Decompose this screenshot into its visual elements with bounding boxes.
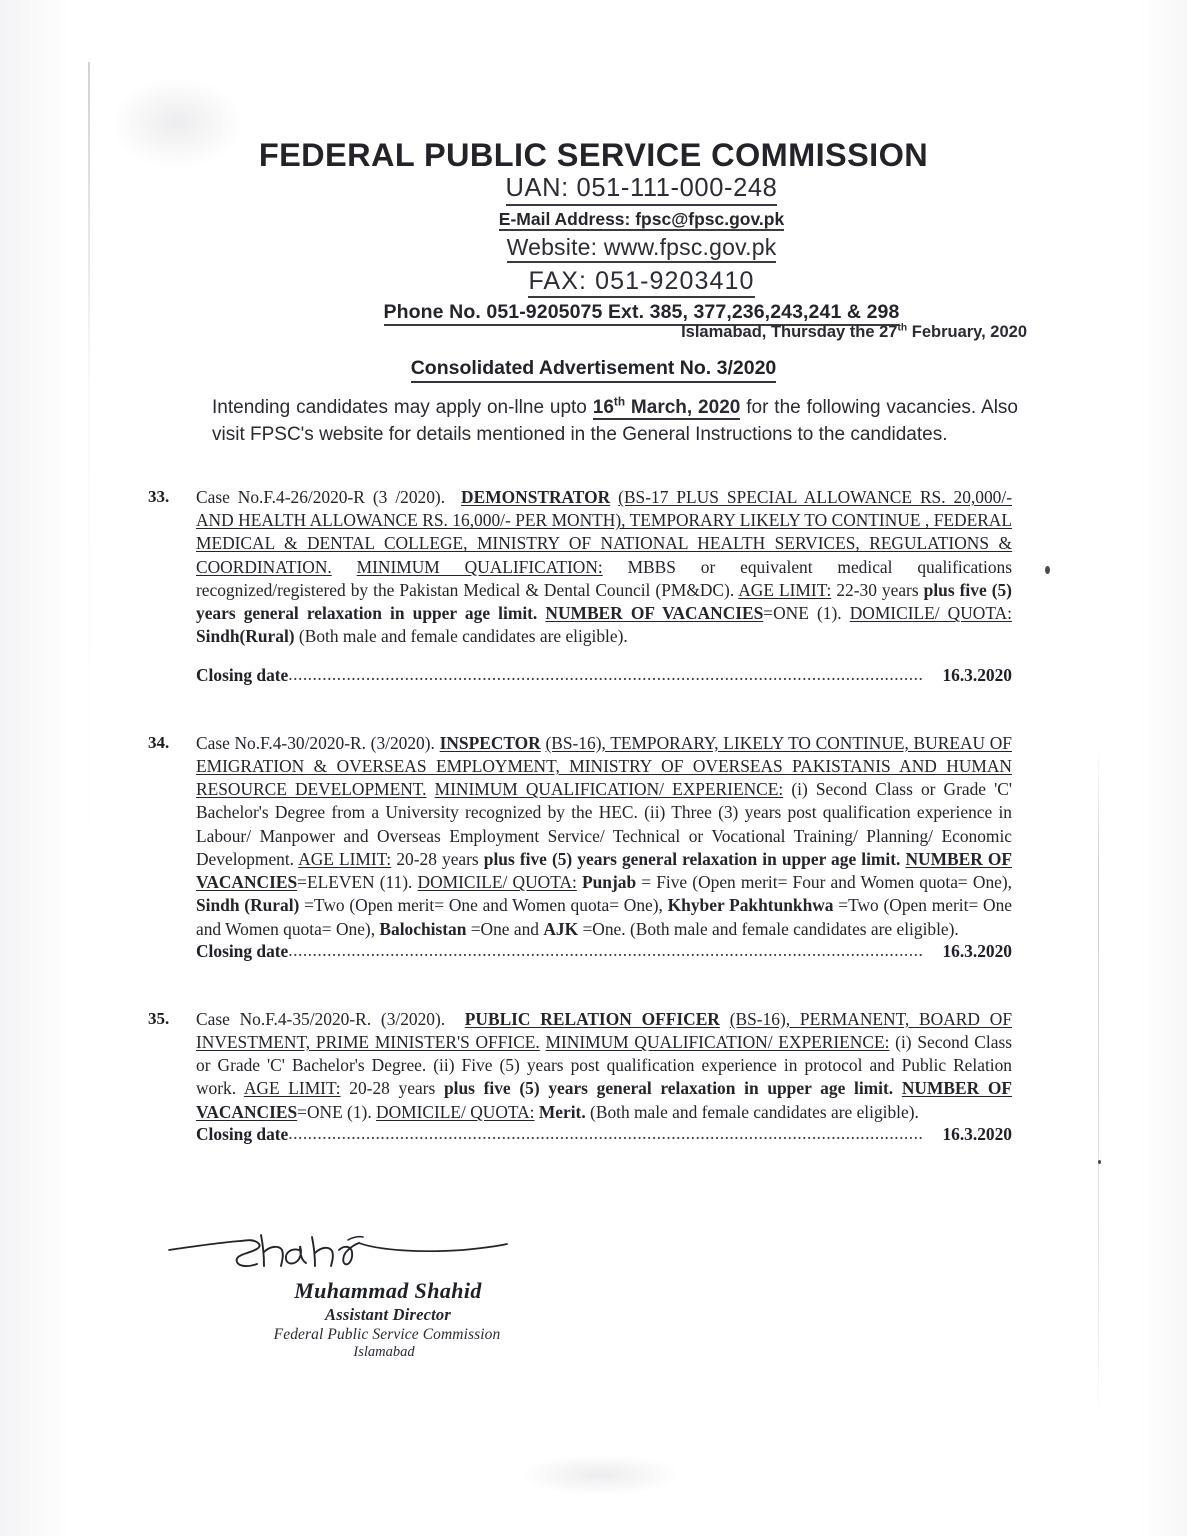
- case-number: Case No.F.4-26/2020-R (3 /2020).: [196, 487, 446, 507]
- leader-dots: ...................................................................................................................................: [288, 939, 924, 960]
- email-line: [96, 209, 1187, 231]
- case-number: Case No.F.4-35/2020-R. (3/2020).: [196, 1008, 446, 1029]
- age-limit-text: 20-28 years: [391, 848, 484, 869]
- organization-title: FEDERAL PUBLIC SERVICE COMMISSION: [258, 137, 929, 173]
- age-limit-label: AGE LIMIT:: [298, 848, 392, 869]
- application-deadline: [593, 397, 741, 420]
- spacer: [0, 686, 1187, 732]
- age-limit-text: 22-30 years: [831, 579, 924, 600]
- fax-line: [96, 267, 1187, 298]
- qualification-text: (i) Second Class or Grade 'C' Bachelor's Degree from a University recognized by the HEC. (ii) Three (3) years post qualification experience in Labour/ Manpower and Overseas Employment Service/ Technical or Vocational Training/ Planning/ Economic Development.: [196, 779, 1013, 869]
- closing-date-value: 16.3.2020: [942, 940, 1012, 961]
- leader-dots: ...................................................................................................................................: [288, 1122, 924, 1143]
- signatory-organization: Federal Public Service Commission: [273, 1326, 501, 1343]
- domicile-note: (Both male and female candidates are eligible).: [585, 1101, 919, 1122]
- entry-number: 35.: [148, 1008, 170, 1028]
- post-details: (BS-16), PERMANENT, BOARD OF INVESTMENT, PRIME MINISTER'S OFFICE.: [196, 1008, 1012, 1052]
- intro-part2: for the following vacancies. Also visit FPSC's website for details mentioned in the General Instructions to the candidates.: [212, 397, 1018, 445]
- closing-date-value: 16.3.2020: [942, 1123, 1012, 1144]
- quota-detail: = Five (Open merit= Four and Women quota= One),: [636, 872, 1012, 893]
- case-number: Case No.F.4-30/2020-R. (3/2020).: [196, 732, 435, 753]
- dateline-suffix: February, 2020: [907, 323, 1027, 341]
- domicile-note: (Both male and female candidates are eligible).: [625, 918, 959, 939]
- age-relaxation: plus five (5) years general relaxation in upper age limit.: [483, 848, 901, 869]
- post-title: INSPECTOR: [439, 732, 541, 753]
- spacer: [196, 649, 1012, 665]
- closing-date-row: [196, 1124, 1012, 1145]
- fax-text: FAX: 051-9203410: [528, 267, 754, 298]
- vacancies-count: =ONE (1).: [763, 603, 850, 624]
- deadline-day: 16: [592, 397, 614, 418]
- domicile-value: Merit.: [534, 1101, 586, 1122]
- signature-block: [163, 1228, 623, 1361]
- post-details: (BS-17 PLUS SPECIAL ALLOWANCE RS. 20,000/- AND HEALTH ALLOWANCE RS. 16,000/- PER MONTH), TEMPORARY LIKELY TO CONTINUE , FEDERAL MEDICAL & DENTAL COLLEGE, MINISTRY OF NATIONAL HEALTH SERVICES, REGULATIONS & COORDINATION.: [196, 487, 1012, 577]
- dateline-ordinal: th: [897, 322, 908, 334]
- signatory-name: Muhammad Shahid: [294, 1278, 482, 1303]
- deadline-ordinal: th: [613, 395, 626, 409]
- quota-region: Sindh (Rural): [196, 895, 300, 916]
- qualification-label: MINIMUM QUALIFICATION/ EXPERIENCE:: [545, 1031, 890, 1052]
- age-relaxation: plus five (5) years general relaxation in upper age limit.: [443, 1078, 894, 1099]
- qualification-label: MINIMUM QUALIFICATION/ EXPERIENCE:: [434, 779, 784, 800]
- post-title: DEMONSTRATOR: [461, 487, 611, 507]
- vacancy-entry: [0, 486, 1187, 686]
- qualification-text: (i) Second Class or Grade 'C' Bachelor's Degree. (ii) Five (5) years post qualification experience in protocol and Public Relation work.: [196, 1031, 1012, 1099]
- deadline-rest: March, 2020: [625, 397, 741, 418]
- post-title: PUBLIC RELATION OFFICER: [464, 1008, 720, 1029]
- vacancy-entry: [0, 732, 1187, 962]
- domicile-value: Sindh(Rural): [196, 626, 295, 647]
- entry-body: [196, 1008, 1012, 1124]
- intro-part1: Intending candidates may apply on-llne upto: [212, 397, 593, 418]
- quota-region: Punjab: [582, 872, 637, 893]
- closing-date-label: Closing date: [196, 664, 289, 685]
- email-text: E-Mail Address: fpsc@fpsc.gov.pk: [499, 209, 784, 231]
- handwritten-signature: [163, 1228, 623, 1280]
- leader-dots: ...................................................................................................................................: [288, 663, 924, 684]
- vacancy-entry: [0, 1008, 1187, 1145]
- qualification-label: MINIMUM QUALIFICATION:: [356, 556, 603, 577]
- phone-line: [96, 301, 1187, 326]
- closing-date-row: [196, 941, 1012, 962]
- entry-number: 33.: [148, 487, 170, 506]
- quota-region: AJK: [543, 918, 579, 939]
- entry-body: [196, 486, 1012, 649]
- closing-date-value: 16.3.2020: [942, 664, 1012, 685]
- quota-detail: =Two (Open merit= One and Women quota= One),: [299, 895, 668, 916]
- vacancies-label: NUMBER OF VACANCIES: [196, 848, 1012, 893]
- advertisement-heading-text: Consolidated Advertisement No. 3/2020: [411, 357, 777, 383]
- quota-detail: =One.: [578, 918, 626, 939]
- vacancies-count: =ELEVEN (11).: [297, 872, 418, 893]
- signatory-designation: Assistant Director: [325, 1305, 451, 1324]
- uan-line: [96, 174, 1187, 206]
- spacer: [0, 962, 1187, 1008]
- post-details: (BS-16), TEMPORARY, LIKELY TO CONTINUE, BUREAU OF EMIGRATION & OVERSEAS EMPLOYMENT, MINISTRY OF OVERSEAS PAKISTANIS AND HUMAN RESOURCE DEVELOPMENT.: [196, 732, 1012, 800]
- website-text: Website: www.fpsc.gov.pk: [507, 234, 777, 263]
- uan-text: UAN: 051-111-000-248: [506, 174, 778, 206]
- vacancies-label: NUMBER OF VACANCIES: [545, 603, 764, 624]
- entry-body: [196, 732, 1012, 941]
- vacancies-label: NUMBER OF VACANCIES: [196, 1078, 1012, 1122]
- age-limit-text: 20-28 years: [340, 1078, 444, 1099]
- qualification-text: MBBS or equivalent medical qualifications recognized/registered by the Pakistan Medical & Dental Council (PM&DC).: [196, 556, 1012, 600]
- vacancies-count: =ONE (1).: [297, 1101, 377, 1122]
- age-limit-label: AGE LIMIT:: [738, 579, 832, 600]
- quota-region: Balochistan: [379, 918, 467, 939]
- entry-number: 34.: [148, 732, 170, 752]
- age-limit-label: AGE LIMIT:: [243, 1078, 341, 1099]
- quota-region: Khyber Pakhtunkhwa: [667, 895, 834, 916]
- contact-block: [0, 174, 1187, 325]
- quota-detail: =Two (Open merit= One and Women quota= One),: [196, 895, 1012, 939]
- domicile-label: DOMICILE/ QUOTA:: [417, 872, 577, 893]
- domicile-note: (Both male and female candidates are eligible).: [294, 626, 628, 647]
- dateline-prefix: Islamabad, Thursday the 27: [681, 323, 898, 341]
- intro-paragraph: [212, 395, 1018, 449]
- age-relaxation: plus five (5) years general relaxation in upper age limit.: [196, 579, 1012, 624]
- domicile-label: DOMICILE/ QUOTA:: [376, 1101, 535, 1122]
- phone-text: Phone No. 051-9205075 Ext. 385, 377,236,243,241 & 298: [384, 301, 900, 326]
- closing-date-label: Closing date: [196, 940, 289, 961]
- vacancy-list: [0, 486, 1187, 1145]
- advertisement-heading: [0, 357, 1187, 383]
- closing-date-row: [196, 665, 1012, 686]
- letterhead: [0, 138, 1187, 326]
- signatory-city: Islamabad: [353, 1344, 415, 1360]
- quota-detail: =One and: [466, 918, 544, 939]
- dateline: [681, 323, 1027, 342]
- website-line: [96, 234, 1187, 263]
- closing-date-label: Closing date: [196, 1123, 289, 1144]
- domicile-label: DOMICILE/ QUOTA:: [849, 603, 1012, 624]
